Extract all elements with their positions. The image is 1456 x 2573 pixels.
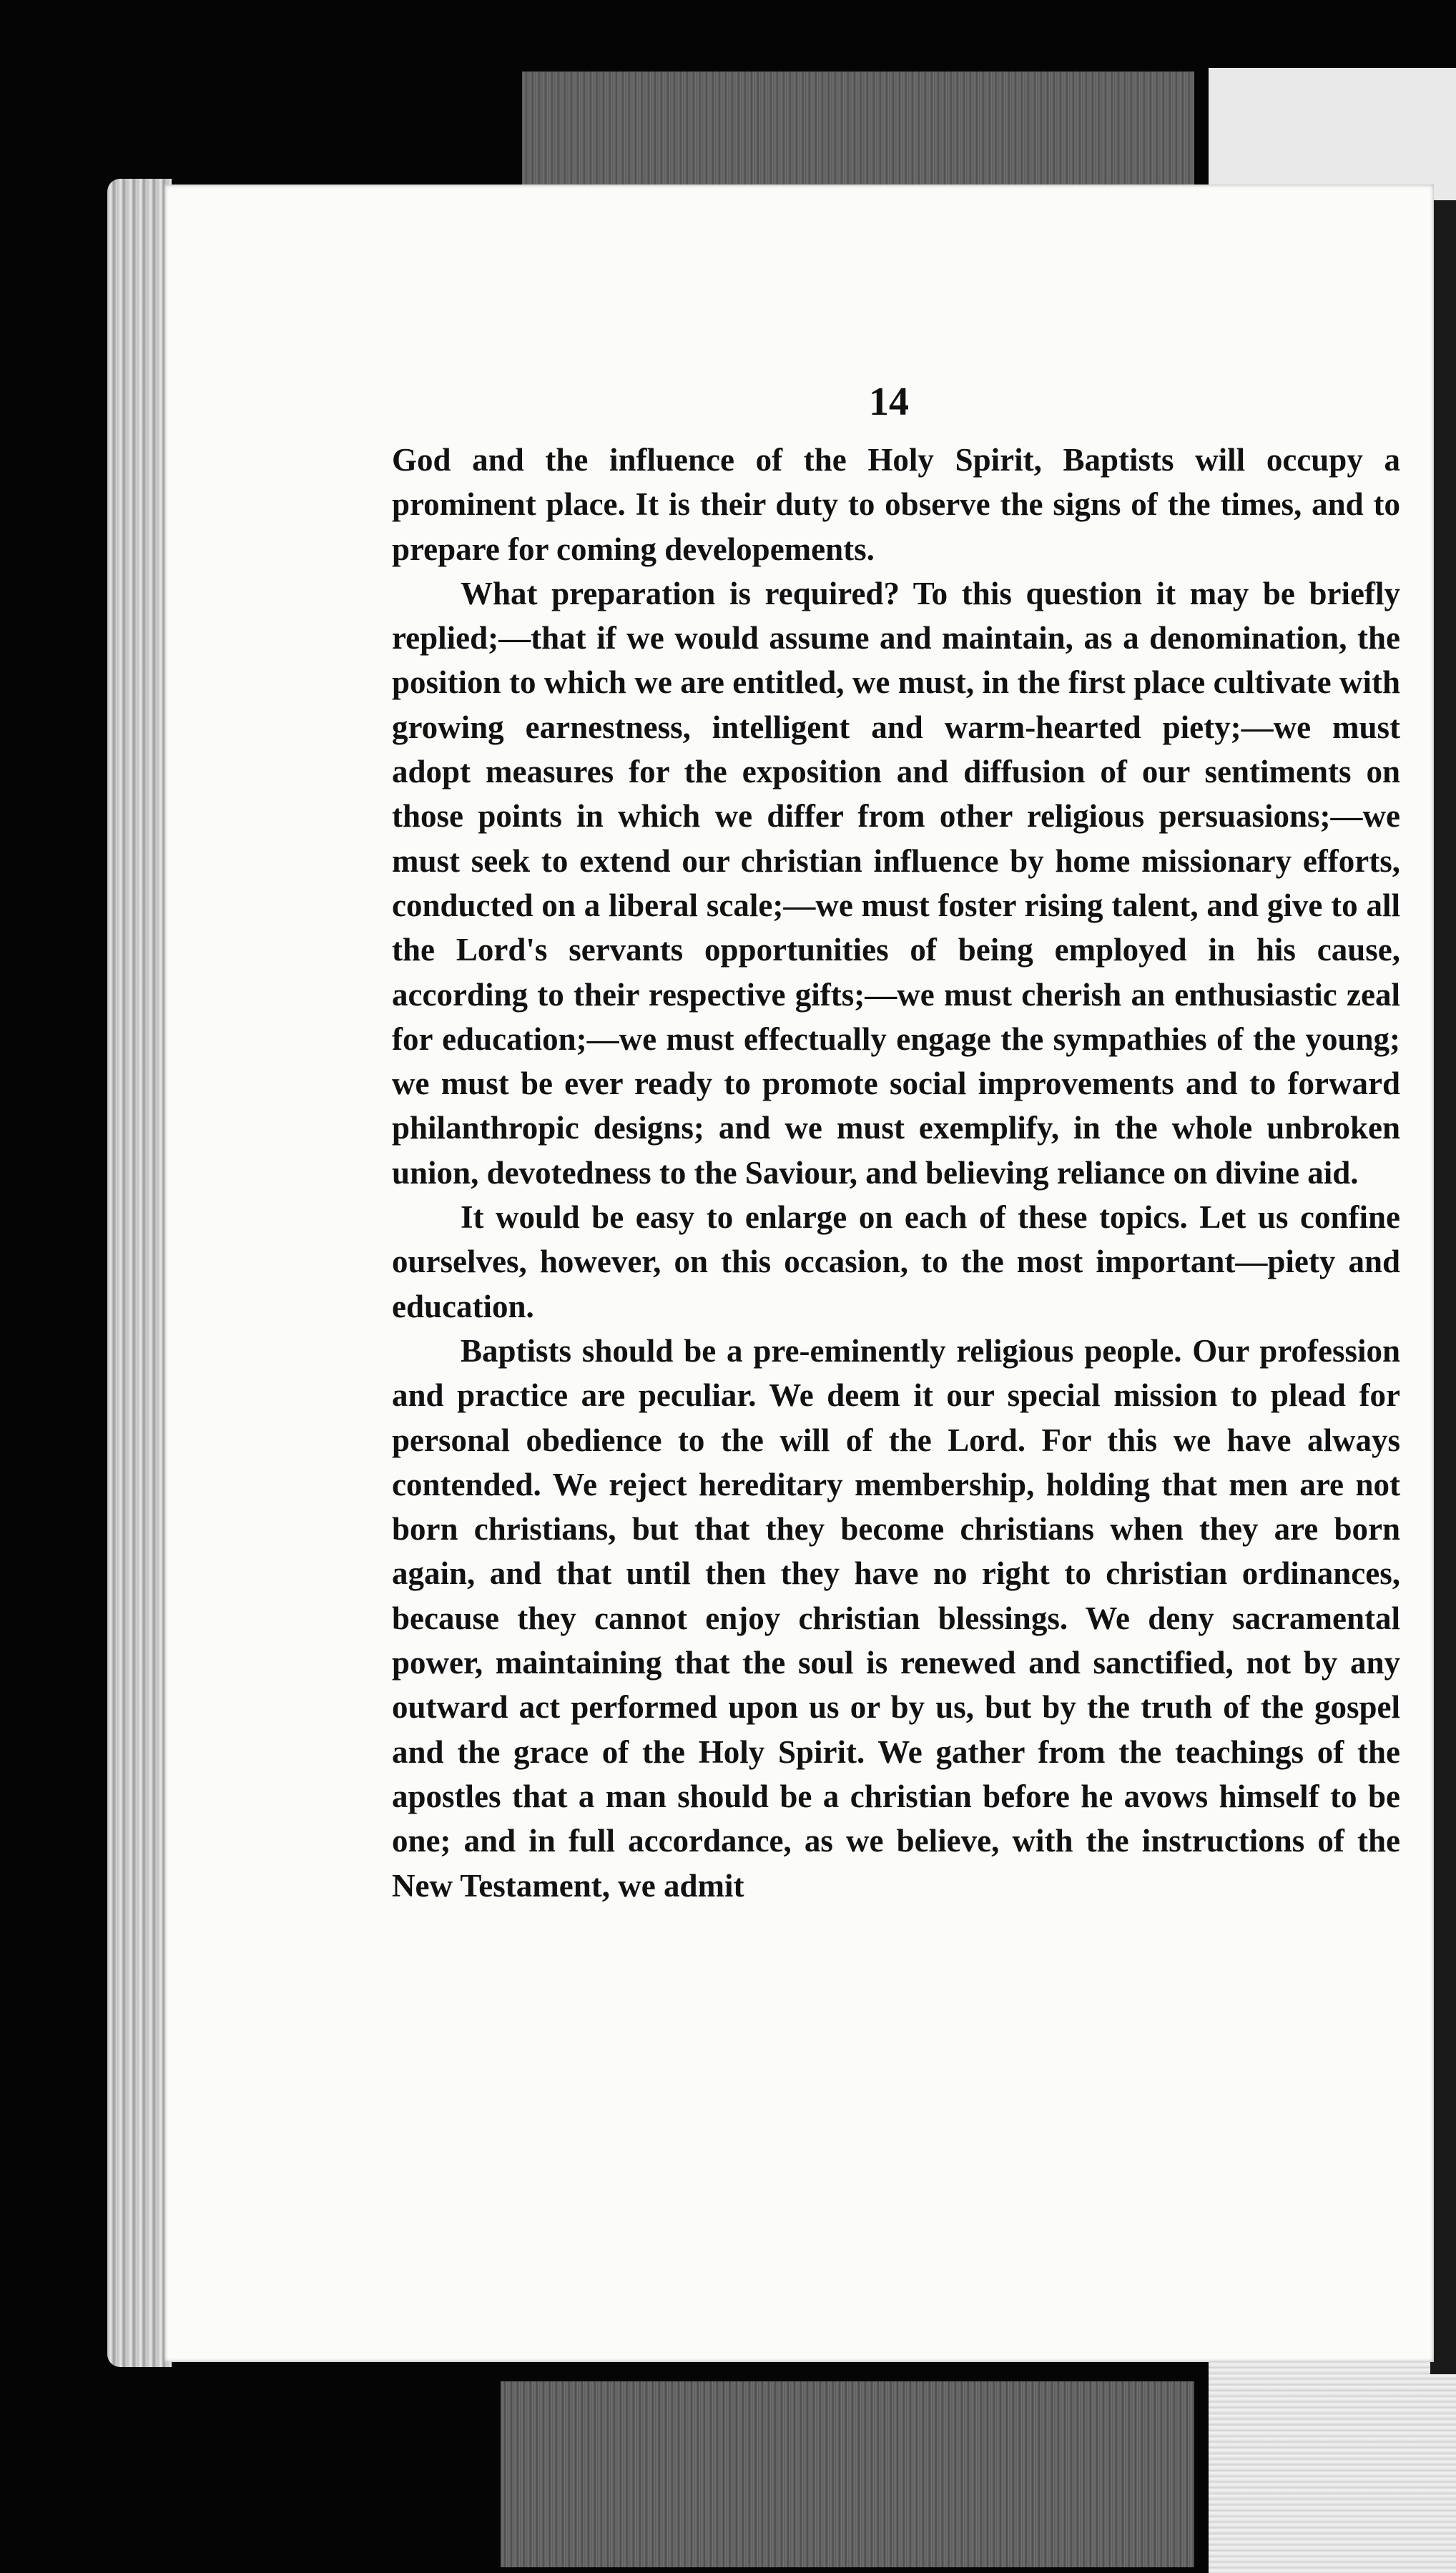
paragraph-baptists: Baptists should be a pre-eminently religious people. Our profession and practice are peculiar. We deem it our special mission to plead for personal obedience to the will of the Lord. For this we have always contended. We reject hereditary membership, holding that men are not born christians, but that they become christians when they are born again, and that until then they have no right to christian ordinances, because they cannot enjoy christian blessings. We deny sacramental power, maintaining that the soul is renewed and sanctified, not by any outward act performed upon us or by us, but by the truth of the gospel and the grace of the Holy Spirit. We gather from the teachings of the apostles that a man should be a christian before he avows himself to be one; and in full accordance, as we believe, with the instructions of the New Testament, we admit bbox=[392, 1332, 1400, 1904]
page-body-text bbox=[392, 438, 1400, 1908]
paragraph-preparation: What preparation is required? To this question it may be briefly replied;—that if we would assume and maintain, as a denomination, the position to which we are entitled, we must, in the first place cultivate with growing earnestness, intelligent and warm-hearted piety;—we must adopt measures for the exposition and diffusion of our sentiments on those points in which we differ from other religious persuasions;—we must seek to extend our christian influence by home missionary efforts, conducted on a liberal scale;—we must foster rising talent, and give to all the Lord's servants opportunities of being employed in his cause, according to their respective gifts;—we must cherish an enthusiastic zeal for education;—we must effectually engage the sympathies of the young; we must be ever ready to promote social improvements and to forward philanthropic designs; and we must exemplify, in the whole unbroken union, devotedness to the Saviour, and believing reliance on divine aid. bbox=[392, 575, 1400, 1191]
paragraph-continuation: God and the influence of the Holy Spirit, Baptists will occupy a prominent place. It is their duty to observe the signs of the times, and to prepare for coming developements. bbox=[392, 442, 1400, 567]
page-number: 14 bbox=[869, 380, 909, 424]
binding-strip-bottom bbox=[501, 2381, 1194, 2567]
binding-strip-top bbox=[522, 72, 1194, 193]
adjacent-sheet-bottom bbox=[1209, 2360, 1456, 2573]
paragraph-topics: It would be easy to enlarge on each of these topics. Let us confine ourselves, however, on this occasion, to the most important—piety and education. bbox=[392, 1199, 1400, 1324]
book-spine-edge bbox=[1430, 200, 1456, 2374]
page-stack-edge bbox=[107, 179, 172, 2367]
